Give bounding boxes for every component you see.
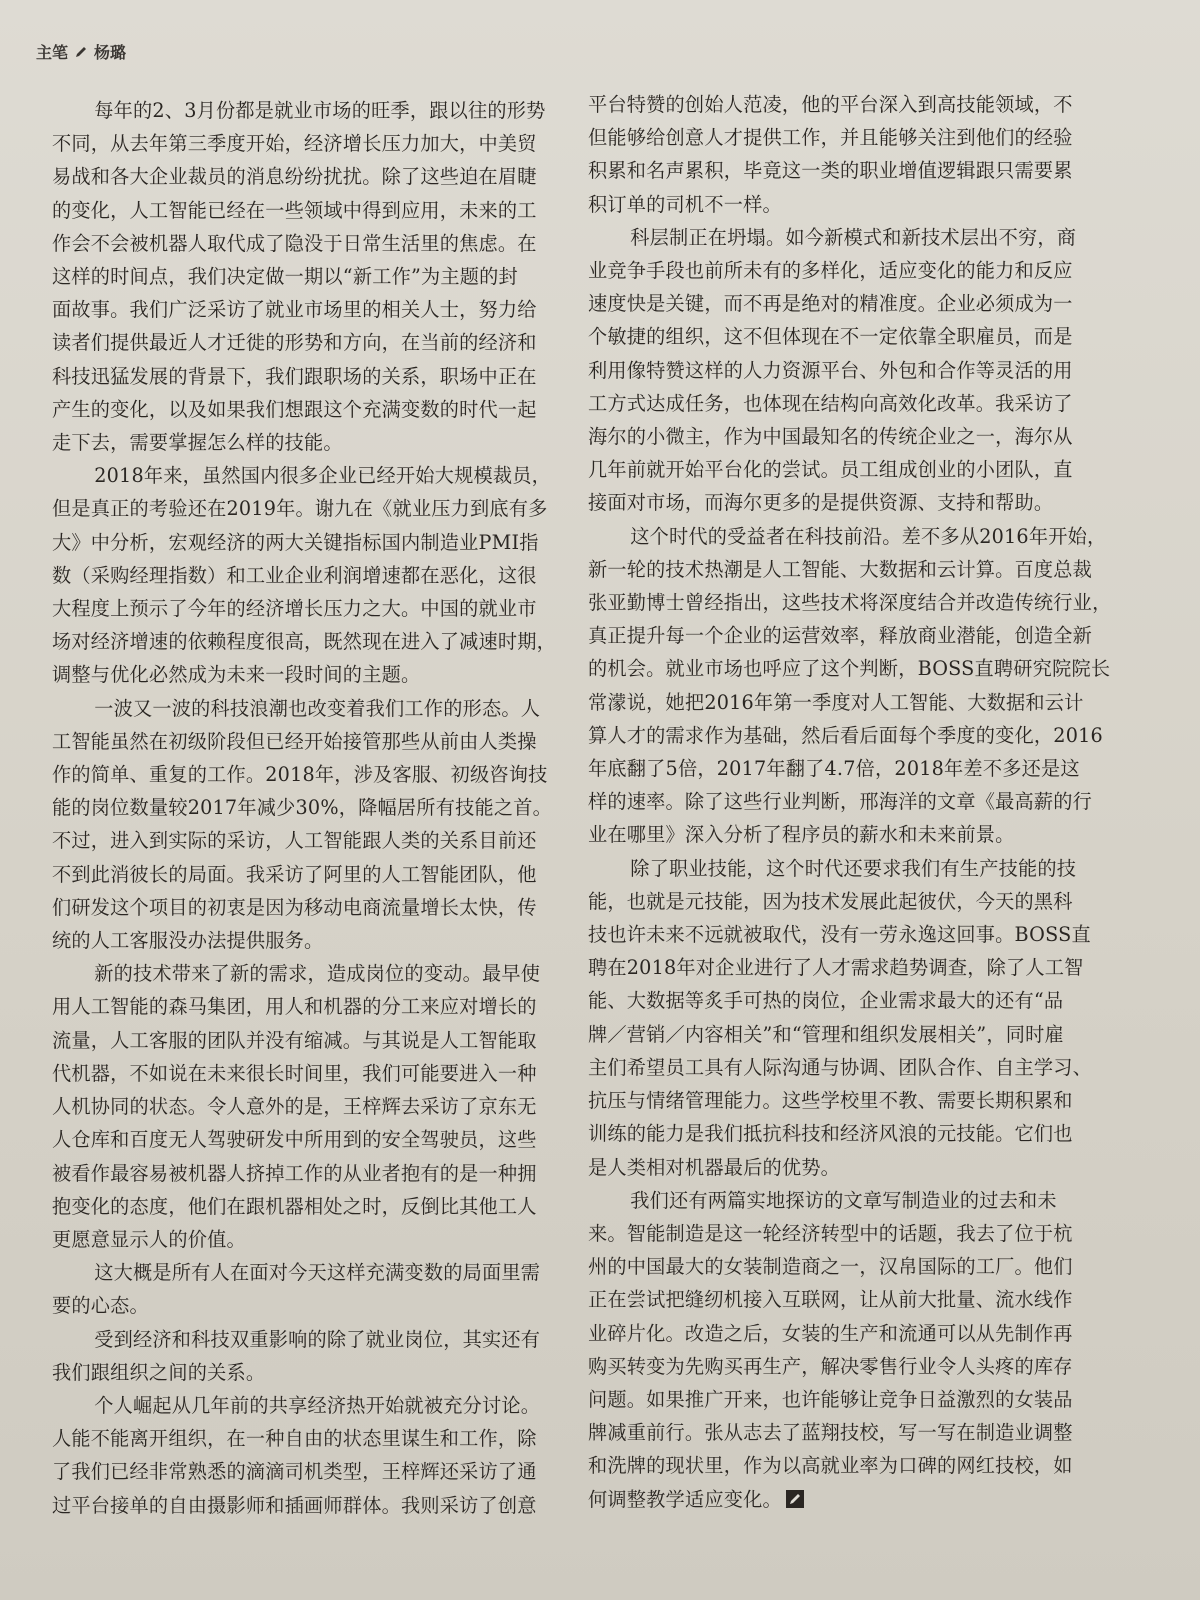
text-line: 能的岗位数量较2017年减少30%，降幅居所有技能之首。 xyxy=(52,796,553,820)
text-line: 一波又一波的科技浪潮也改变着我们工作的形态。人 xyxy=(94,696,541,720)
text-line: 算人才的需求作为基础，然后看后面每个季度的变化，2016 xyxy=(588,723,1103,747)
text-line: 代机器，不如说在未来很长时间里，我们可能要进入一种 xyxy=(52,1061,537,1085)
text-line: 科层制正在坍塌。如今新模式和新技术层出不穷，商 xyxy=(630,225,1077,249)
text-line: 牌／营销／内容相关”和“管理和组织发展相关”，同时雇 xyxy=(588,1022,1064,1046)
text-line: 牌减重前行。张从志去了蓝翔技校，写一写在制造业调整 xyxy=(588,1421,1073,1445)
text-line: 人机协同的状态。令人意外的是，王梓辉去采访了京东无 xyxy=(52,1095,537,1119)
text-line: 技也许未来不远就被取代，没有一劳永逸这回事。BOSS直 xyxy=(588,923,1091,947)
text-line: 场对经济增速的依赖程度很高，既然现在进入了减速时期， xyxy=(52,630,557,654)
text-line: 样的速率。除了这些行业判断，邢海洋的文章《最高薪的行 xyxy=(588,790,1093,814)
text-line: 个人崛起从几年前的共享经济热开始就被充分讨论。 xyxy=(94,1393,541,1417)
text-line: 大程度上预示了今年的经济增长压力之大。中国的就业市 xyxy=(52,597,537,621)
text-line: 能、大数据等炙手可热的岗位，企业需求最大的还有“品 xyxy=(588,989,1064,1013)
text-line: 流量，人工客服的团队并没有缩减。与其说是人工智能取 xyxy=(52,1028,537,1052)
text-line: 张亚勤博士曾经指出，这些技术将深度结合并改造传统行业， xyxy=(588,591,1112,615)
text-line: 聘在2018年对企业进行了人才需求趋势调查，除了人工智 xyxy=(588,956,1084,980)
right-text-column xyxy=(588,88,1112,1516)
text-line: 每年的2、3月份都是就业市场的旺季，跟以往的形势 xyxy=(94,99,546,122)
text-line: 真正提升每一个企业的运营效率，释放商业潜能，创造全新 xyxy=(588,624,1093,648)
text-line: 2018年来，虽然国内很多企业已经开始大规模裁员， xyxy=(94,464,552,488)
text-line: 的变化，人工智能已经在一些领域中得到应用，未来的工 xyxy=(52,198,537,222)
text-line: 不过，进入到实际的采访，人工智能跟人类的关系目前还 xyxy=(52,829,537,853)
text-line: 常濛说，她把2016年第一季度对人工智能、大数据和云计 xyxy=(588,690,1084,714)
text-line: 积订单的司机不一样。 xyxy=(588,192,782,216)
text-line: 个敏捷的组织，这不但体现在不一定依靠全职雇员，而是 xyxy=(588,325,1073,349)
text-line: 抗压与情绪管理能力。这些学校里不教、需要长期积累和 xyxy=(588,1089,1073,1113)
text-line: 过平台接单的自由摄影师和插画师群体。我则采访了创意 xyxy=(52,1493,537,1517)
text-line: 几年前就开始平台化的尝试。员工组成创业的小团队，直 xyxy=(588,458,1073,482)
text-line: 走下去，需要掌握怎么样的技能。 xyxy=(52,431,343,455)
section-label: 主笔 xyxy=(36,43,69,62)
left-text-column xyxy=(52,94,564,1522)
text-line: 们研发这个项目的初衷是因为移动电商流量增长太快，传 xyxy=(52,895,537,919)
text-line: 用人工智能的森马集团，用人和机器的分工来应对增长的 xyxy=(52,995,537,1019)
text-line: 面故事。我们广泛采访了就业市场里的相关人士，努力给 xyxy=(52,298,537,322)
text-line: 新一轮的技术热潮是人工智能、大数据和云计算。百度总裁 xyxy=(588,557,1093,581)
text-line: 工方式达成任务，也体现在结构向高效化改革。我采访了 xyxy=(588,391,1073,415)
text-line: 主们希望员工具有人际沟通与协调、团队合作、自主学习、 xyxy=(588,1055,1093,1079)
text-line: 更愿意显示人的价值。 xyxy=(52,1227,246,1251)
text-line: 但是真正的考验还在2019年。谢九在《就业压力到底有多 xyxy=(52,497,548,521)
text-line: 易战和各大企业裁员的消息纷纷扰扰。除了这些迫在眉睫 xyxy=(52,165,537,189)
text-line: 作会不会被机器人取代成了隐没于日常生活里的焦虑。在 xyxy=(52,231,537,255)
text-line: 这样的时间点，我们决定做一期以“新工作”为主题的封 xyxy=(52,265,518,289)
text-line: 业碎片化。改造之后，女装的生产和流通可以从先制作再 xyxy=(588,1321,1073,1345)
text-line: 的机会。就业市场也呼应了这个判断，BOSS直聘研究院院长 xyxy=(588,657,1111,681)
text-line: 业在哪里》深入分析了程序员的薪水和未来前景。 xyxy=(588,823,1015,847)
text-line: 训练的能力是我们抵抗科技和经济风浪的元技能。它们也 xyxy=(588,1122,1073,1146)
text-line: 正在尝试把缝纫机接入互联网，让从前大批量、流水线作 xyxy=(588,1288,1073,1312)
text-line: 来。智能制造是这一轮经济转型中的话题，我去了位于杭 xyxy=(588,1221,1073,1245)
text-line: 读者们提供最近人才迁徙的形势和方向，在当前的经济和 xyxy=(52,331,537,355)
text-line: 要的心态。 xyxy=(52,1294,149,1318)
text-line: 能，也就是元技能，因为技术发展此起彼伏，今天的黑科 xyxy=(588,889,1073,913)
text-line: 工智能虽然在初级阶段但已经开始接管那些从前由人类操 xyxy=(52,729,537,753)
text-line: 产生的变化，以及如果我们想跟这个充满变数的时代一起 xyxy=(52,397,537,421)
text-line: 除了职业技能，这个时代还要求我们有生产技能的技 xyxy=(630,856,1077,880)
text-line: 抱变化的态度，他们在跟机器相处之时，反倒比其他工人 xyxy=(52,1194,537,1218)
text-line: 人仓库和百度无人驾驶研发中所用到的安全驾驶员，这些 xyxy=(52,1128,537,1152)
text-line: 我们还有两篇实地探访的文章写制造业的过去和未 xyxy=(630,1188,1057,1212)
text-line: 州的中国最大的女装制造商之一，汉帛国际的工厂。他们 xyxy=(588,1255,1073,1279)
text-line: 人能不能离开组织，在一种自由的状态里谋生和工作，除 xyxy=(52,1427,537,1451)
text-line: 新的技术带来了新的需求，造成岗位的变动。最早使 xyxy=(94,962,541,986)
text-line: 何调整教学适应变化。 xyxy=(588,1483,1106,1516)
text-line: 速度快是关键，而不再是绝对的精准度。企业必须成为一 xyxy=(588,292,1073,316)
text-line: 大》中分析，宏观经济的两大关键指标国内制造业PMI指 xyxy=(52,530,539,554)
author-label: 杨璐 xyxy=(94,43,127,62)
text-line: 这大概是所有人在面对今天这样充满变数的局面里需 xyxy=(94,1261,541,1285)
text-line: 接面对市场，而海尔更多的是提供资源、支持和帮助。 xyxy=(588,491,1054,515)
text-line: 作的简单、重复的工作。2018年，涉及客服、初级咨询技 xyxy=(52,763,548,787)
text-line: 这个时代的受益者在科技前沿。差不多从2016年开始， xyxy=(630,524,1107,548)
text-line: 利用像特赞这样的人力资源平台、外包和合作等灵活的用 xyxy=(588,358,1073,382)
pen-box-icon xyxy=(786,1490,804,1508)
text-line: 问题。如果推广开来，也许能够让竞争日益激烈的女装品 xyxy=(588,1387,1073,1411)
text-line: 但能够给创意人才提供工作，并且能够关注到他们的经验 xyxy=(588,126,1073,150)
text-line: 是人类相对机器最后的优势。 xyxy=(588,1155,841,1179)
text-line: 购买转变为先购买再生产，解决零售行业令人头疼的库存 xyxy=(588,1354,1073,1378)
text-line: 业竞争手段也前所未有的多样化，适应变化的能力和反应 xyxy=(588,259,1073,283)
text-line: 不同，从去年第三季度开始，经济增长压力加大，中美贸 xyxy=(52,132,537,156)
text-line: 不到此消彼长的局面。我采访了阿里的人工智能团队，他 xyxy=(52,862,537,886)
text-line: 科技迅猛发展的背景下，我们跟职场的关系，职场中正在 xyxy=(52,364,537,388)
text-line: 被看作最容易被机器人挤掉工作的从业者抱有的是一种拥 xyxy=(52,1161,537,1185)
text-line: 受到经济和科技双重影响的除了就业岗位，其实还有 xyxy=(94,1327,541,1351)
text-line: 和洗牌的现状里，作为以高就业率为口碑的网红技校，如 xyxy=(588,1454,1073,1478)
text-line: 我们跟组织之间的关系。 xyxy=(52,1360,266,1384)
text-line: 数（采购经理指数）和工业企业利润增速都在恶化，这很 xyxy=(52,563,537,587)
text-line: 积累和名声累积，毕竟这一类的职业增值逻辑跟只需要累 xyxy=(588,159,1073,183)
text-line: 了我们已经非常熟悉的滴滴司机类型，王梓辉还采访了通 xyxy=(52,1460,537,1484)
page-header xyxy=(36,40,126,63)
text-line: 年底翻了5倍，2017年翻了4.7倍，2018年差不多还是这 xyxy=(588,757,1080,781)
text-line: 调整与优化必然成为未来一段时间的主题。 xyxy=(52,663,421,687)
text-line: 统的人工客服没办法提供服务。 xyxy=(52,929,324,953)
text-line: 平台特赞的创始人范凌，他的平台深入到高技能领域，不 xyxy=(588,93,1073,116)
pen-icon xyxy=(74,45,88,59)
text-line: 海尔的小微主，作为中国最知名的传统企业之一，海尔从 xyxy=(588,425,1073,449)
